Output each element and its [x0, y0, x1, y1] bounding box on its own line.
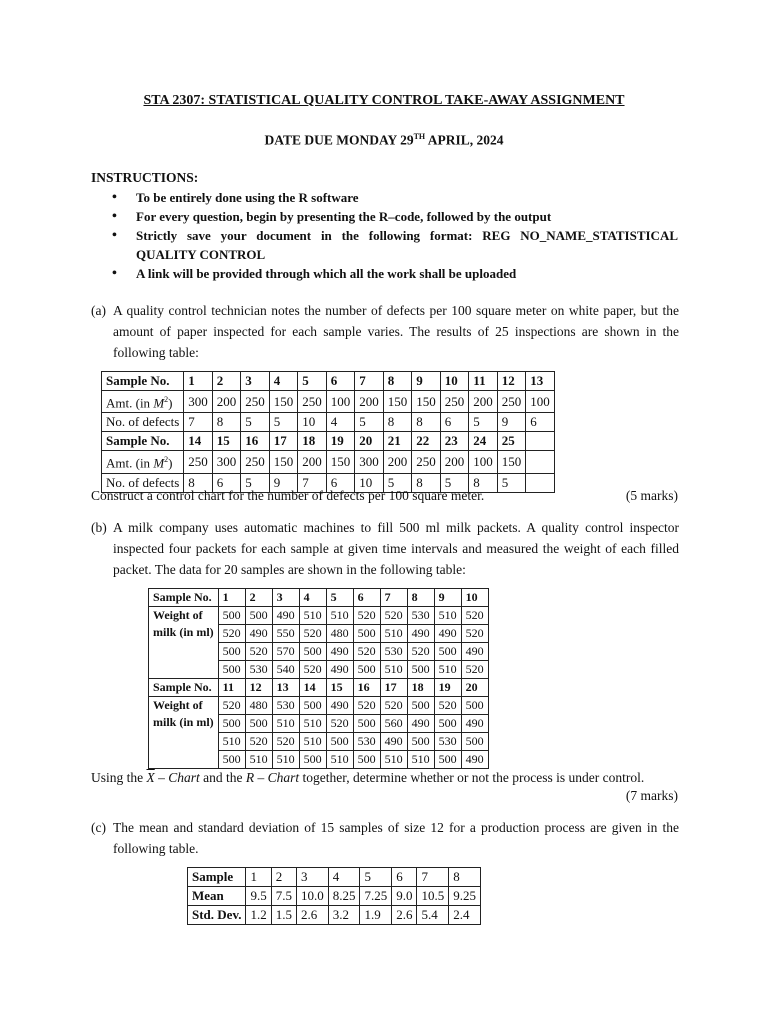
table-row	[149, 679, 489, 697]
milk-weight-table	[148, 588, 489, 769]
sample-number-cell: 16	[353, 679, 380, 697]
sample-number-cell: 14	[299, 679, 326, 697]
amount-cell: 250	[298, 391, 327, 413]
weight-cell: 520	[299, 661, 326, 679]
mean-cell: 10.0	[296, 887, 328, 906]
instruction-item: • A link will be provided through which all the work shall be uploaded	[110, 264, 678, 283]
question-c	[91, 817, 679, 859]
weight-cell: 500	[218, 643, 245, 661]
amount-cell: 250	[412, 451, 441, 473]
sample-number-cell: 10	[461, 589, 488, 607]
defects-cell: 8	[383, 413, 412, 432]
due-date-prefix: DATE DUE MONDAY 29	[264, 132, 414, 148]
weight-cell: 520	[407, 643, 434, 661]
instruction-item: • For every question, begin by presenting the R–code, followed by the output	[110, 207, 678, 226]
due-date	[0, 132, 768, 149]
question-c-text: The mean and standard deviation of 15 samples of size 12 for a production process are given in the following table.	[113, 820, 679, 856]
sample-number-cell: 5	[298, 372, 327, 391]
weight-cell: 550	[272, 625, 299, 643]
table-row	[102, 413, 555, 432]
defects-cell: 9	[497, 413, 526, 432]
sample-number-cell: 4	[269, 372, 298, 391]
weight-cell: 500	[218, 751, 245, 769]
weight-cell: 500	[218, 607, 245, 625]
question-b	[91, 517, 679, 580]
weight-cell: 510	[326, 751, 353, 769]
weight-cell: 520	[299, 625, 326, 643]
defects-cell: 5	[497, 473, 526, 492]
weight-cell: 510	[380, 661, 407, 679]
weight-cell: 520	[380, 607, 407, 625]
defects-cell: 6	[212, 473, 241, 492]
sample-number-cell: 22	[412, 432, 441, 451]
question-b-marks: (7 marks)	[625, 788, 678, 803]
amount-cell: 250	[184, 451, 213, 473]
weight-cell: 520	[380, 697, 407, 715]
mean-cell: 8.25	[328, 887, 360, 906]
defects-cell: 6	[326, 473, 355, 492]
instructions-heading: INSTRUCTIONS:	[91, 170, 199, 185]
amount-cell: 250	[241, 391, 270, 413]
weight-cell: 490	[380, 733, 407, 751]
weight-cell: 500	[461, 733, 488, 751]
sample-number-cell: 14	[184, 432, 213, 451]
sample-number-cell: 4	[299, 589, 326, 607]
xbar-symbol: $\overline{X}$	[146, 770, 155, 785]
defects-table	[101, 371, 555, 493]
row-label-sample: Sample No.	[149, 589, 219, 607]
weight-cell: 500	[326, 733, 353, 751]
sample-number-cell: 2	[271, 868, 296, 887]
sample-number-cell: 11	[218, 679, 245, 697]
weight-cell: 490	[272, 607, 299, 625]
question-c-label: (c)	[91, 820, 106, 835]
table-row	[102, 372, 555, 391]
row-label-std-dev: Std. Dev.	[188, 906, 246, 925]
weight-cell: 490	[326, 697, 353, 715]
sample-number-cell: 19	[434, 679, 461, 697]
row-label-sample: Sample	[188, 868, 246, 887]
row-label-mean: Mean	[188, 887, 246, 906]
weight-cell: 520	[461, 625, 488, 643]
weight-cell: 490	[461, 751, 488, 769]
amount-cell: 300	[184, 391, 213, 413]
defects-cell: 8	[412, 473, 441, 492]
table-row	[102, 391, 555, 413]
sample-number-cell: 25	[497, 432, 526, 451]
weight-cell: 500	[407, 733, 434, 751]
row-label-amount: Amt. (in $M^2$)	[102, 451, 184, 473]
defects-cell: 10	[298, 413, 327, 432]
weight-cell: 520	[353, 697, 380, 715]
weight-cell: 520	[218, 625, 245, 643]
row-label-amount: Amt. (in $M^2$)	[102, 391, 184, 413]
weight-cell: 510	[380, 625, 407, 643]
xbar-chart-label: – Chart	[154, 770, 200, 785]
amount-cell	[526, 451, 555, 473]
std-dev-cell: 2.4	[449, 906, 481, 925]
mean-cell: 9.25	[449, 887, 481, 906]
weight-cell: 520	[272, 733, 299, 751]
sample-number-cell: 15	[212, 432, 241, 451]
table-row	[102, 432, 555, 451]
table-row	[149, 697, 489, 715]
weight-cell: 510	[299, 607, 326, 625]
row-label-defects: No. of defects	[102, 413, 184, 432]
instructions-list	[110, 188, 678, 283]
defects-cell: 8	[212, 413, 241, 432]
row-label-defects: No. of defects	[102, 473, 184, 492]
question-a-task	[91, 488, 679, 504]
defects-cell: 9	[269, 473, 298, 492]
sample-number-cell: 12	[497, 372, 526, 391]
std-dev-cell: 3.2	[328, 906, 360, 925]
sample-number-cell: 1	[184, 372, 213, 391]
weight-cell: 530	[272, 697, 299, 715]
defects-cell: 5	[383, 473, 412, 492]
std-dev-cell: 1.9	[360, 906, 392, 925]
amount-cell: 200	[355, 391, 384, 413]
weight-cell: 540	[272, 661, 299, 679]
amount-cell: 250	[241, 451, 270, 473]
weight-cell: 520	[245, 643, 272, 661]
question-a-text: A quality control technician notes the number of defects per 100 square meter on white paper, but the amount of paper inspected for each sample varies. The results of 25 inspections are shown in the following table:	[113, 303, 679, 360]
sample-number-cell: 6	[353, 589, 380, 607]
weight-cell: 560	[380, 715, 407, 733]
table-row	[149, 589, 489, 607]
weight-cell: 520	[461, 607, 488, 625]
weight-cell: 510	[245, 751, 272, 769]
weight-cell: 500	[407, 697, 434, 715]
amount-cell: 200	[298, 451, 327, 473]
weight-cell: 500	[218, 661, 245, 679]
weight-cell: 530	[380, 643, 407, 661]
amount-cell: 200	[383, 451, 412, 473]
sample-number-cell: 12	[245, 679, 272, 697]
table-row	[188, 887, 481, 906]
sample-number-cell: 16	[241, 432, 270, 451]
document-title: STA 2307: STATISTICAL QUALITY CONTROL TAKE-AWAY ASSIGNMENT	[143, 93, 625, 108]
sample-number-cell: 5	[360, 868, 392, 887]
weight-cell: 510	[434, 607, 461, 625]
defects-cell: 5	[241, 413, 270, 432]
sample-number-cell: 2	[212, 372, 241, 391]
sample-number-cell: 7	[355, 372, 384, 391]
sample-number-cell: 7	[417, 868, 449, 887]
sample-number-cell: 18	[298, 432, 327, 451]
table-row	[188, 868, 481, 887]
weight-cell: 530	[407, 607, 434, 625]
weight-cell: 500	[434, 643, 461, 661]
sample-number-cell: 15	[326, 679, 353, 697]
weight-cell: 530	[353, 733, 380, 751]
defects-cell: 5	[241, 473, 270, 492]
mean-std-table	[187, 867, 481, 925]
sample-number-cell: 9	[434, 589, 461, 607]
amount-cell: 300	[355, 451, 384, 473]
weight-cell: 500	[353, 661, 380, 679]
sample-number-cell: 6	[392, 868, 417, 887]
amount-cell: 150	[326, 451, 355, 473]
sample-number-cell: 3	[241, 372, 270, 391]
weight-cell: 480	[245, 697, 272, 715]
sample-number-cell: 6	[326, 372, 355, 391]
amount-cell: 200	[469, 391, 498, 413]
std-dev-cell: 1.2	[246, 906, 271, 925]
weight-cell: 500	[353, 751, 380, 769]
defects-cell: 6	[440, 413, 469, 432]
amount-cell: 100	[469, 451, 498, 473]
instruction-item: • Strictly save your document in the following format: REG NO_NAME_STATISTICAL QUALITY CONTROL	[110, 226, 678, 264]
row-label-sample: Sample No.	[102, 432, 184, 451]
weight-cell: 490	[326, 661, 353, 679]
weight-cell: 510	[272, 715, 299, 733]
instruction-item: • To be entirely done using the R software	[110, 188, 678, 207]
amount-cell: 250	[440, 391, 469, 413]
defects-cell: 5	[355, 413, 384, 432]
question-a	[91, 300, 679, 363]
sample-number-cell: 17	[269, 432, 298, 451]
sample-number-cell: 2	[245, 589, 272, 607]
amount-cell: 200	[212, 391, 241, 413]
question-a-label: (a)	[91, 303, 106, 318]
sample-number-cell: 4	[328, 868, 360, 887]
amount-cell: 150	[269, 451, 298, 473]
defects-cell: 4	[326, 413, 355, 432]
defects-cell: 5	[269, 413, 298, 432]
amount-cell: 150	[497, 451, 526, 473]
sample-number-cell: 21	[383, 432, 412, 451]
defects-cell: 5	[440, 473, 469, 492]
defects-cell: 10	[355, 473, 384, 492]
question-a-task-text: Construct a control chart for the number of defects per 100 square meter.	[91, 488, 485, 503]
row-label-weight: Weight of milk (in ml)	[149, 697, 219, 769]
weight-cell: 510	[326, 607, 353, 625]
sample-number-cell: 13	[526, 372, 555, 391]
due-date-suffix: APRIL, 2024	[425, 132, 504, 148]
weight-cell: 520	[353, 643, 380, 661]
row-label-sample: Sample No.	[149, 679, 219, 697]
weight-cell: 520	[461, 661, 488, 679]
weight-cell: 530	[245, 661, 272, 679]
row-label-sample: Sample No.	[102, 372, 184, 391]
sample-number-cell: 5	[326, 589, 353, 607]
defects-cell: 8	[412, 413, 441, 432]
weight-cell: 520	[326, 715, 353, 733]
question-b-label: (b)	[91, 520, 107, 535]
weight-cell: 480	[326, 625, 353, 643]
weight-cell: 490	[407, 715, 434, 733]
weight-cell: 510	[299, 733, 326, 751]
table-row	[188, 906, 481, 925]
sample-number-cell: 18	[407, 679, 434, 697]
weight-cell: 530	[434, 733, 461, 751]
mean-cell: 10.5	[417, 887, 449, 906]
weight-cell: 490	[461, 643, 488, 661]
amount-cell: 150	[269, 391, 298, 413]
question-a-marks: (5 marks)	[625, 488, 678, 503]
row-label-weight: Weight of milk (in ml)	[149, 607, 219, 679]
sample-number-cell: 7	[380, 589, 407, 607]
question-b-text: A milk company uses automatic machines to fill 500 ml milk packets. A quality control inspector inspected four packets for each sample at given time intervals and measured the weight of each filled packet. The data for 20 samples are shown in the following table:	[113, 520, 679, 577]
sample-number-cell: 1	[218, 589, 245, 607]
weight-cell: 500	[353, 625, 380, 643]
defects-cell: 8	[469, 473, 498, 492]
sample-number-cell: 20	[355, 432, 384, 451]
std-dev-cell: 1.5	[271, 906, 296, 925]
table-row	[149, 607, 489, 625]
sample-number-cell: 9	[412, 372, 441, 391]
weight-cell: 510	[299, 715, 326, 733]
mean-cell: 7.5	[271, 887, 296, 906]
defects-cell: 5	[469, 413, 498, 432]
mean-cell: 9.0	[392, 887, 417, 906]
weight-cell: 500	[434, 715, 461, 733]
weight-cell: 510	[407, 751, 434, 769]
std-dev-cell: 2.6	[296, 906, 328, 925]
weight-cell: 490	[461, 715, 488, 733]
mean-cell: 9.5	[246, 887, 271, 906]
sample-number-cell: 13	[272, 679, 299, 697]
defects-cell: 6	[526, 413, 555, 432]
sample-number-cell: 3	[272, 589, 299, 607]
due-date-superscript: TH	[413, 132, 426, 141]
sample-number-cell: 10	[440, 372, 469, 391]
weight-cell: 490	[407, 625, 434, 643]
weight-cell: 500	[245, 715, 272, 733]
sample-number-cell: 11	[469, 372, 498, 391]
weight-cell: 490	[245, 625, 272, 643]
defects-cell: 7	[298, 473, 327, 492]
weight-cell: 500	[353, 715, 380, 733]
amount-cell: 100	[526, 391, 555, 413]
r-chart-label: R – Chart	[245, 770, 300, 785]
amount-cell: 100	[326, 391, 355, 413]
sample-number-cell: 8	[383, 372, 412, 391]
weight-cell: 500	[245, 607, 272, 625]
question-b-task-part3: together, determine whether or not the process is under control.	[299, 770, 645, 785]
amount-cell: 150	[412, 391, 441, 413]
weight-cell: 500	[461, 697, 488, 715]
sample-number-cell: 20	[461, 679, 488, 697]
question-b-task-part2: and the	[199, 770, 246, 785]
sample-number-cell: 8	[407, 589, 434, 607]
sample-number-cell: 23	[440, 432, 469, 451]
weight-cell: 570	[272, 643, 299, 661]
std-dev-cell: 2.6	[392, 906, 417, 925]
weight-cell: 520	[245, 733, 272, 751]
sample-number-cell: 3	[296, 868, 328, 887]
weight-cell: 510	[272, 751, 299, 769]
amount-cell: 200	[440, 451, 469, 473]
table-row	[102, 451, 555, 473]
weight-cell: 520	[218, 697, 245, 715]
weight-cell: 500	[434, 751, 461, 769]
weight-cell: 510	[218, 733, 245, 751]
amount-cell: 250	[497, 391, 526, 413]
defects-cell: 7	[184, 413, 213, 432]
defects-cell: 8	[184, 473, 213, 492]
question-b-task	[91, 767, 679, 788]
weight-cell: 500	[299, 751, 326, 769]
sample-number-cell	[526, 432, 555, 451]
weight-cell: 520	[434, 697, 461, 715]
weight-cell: 510	[434, 661, 461, 679]
question-b-task-part1: Using the	[91, 770, 147, 785]
sample-number-cell: 24	[469, 432, 498, 451]
sample-number-cell: 17	[380, 679, 407, 697]
weight-cell: 500	[407, 661, 434, 679]
sample-number-cell: 19	[326, 432, 355, 451]
weight-cell: 520	[353, 607, 380, 625]
weight-cell: 500	[299, 697, 326, 715]
amount-cell: 150	[383, 391, 412, 413]
weight-cell: 490	[326, 643, 353, 661]
amount-cell: 300	[212, 451, 241, 473]
sample-number-cell: 1	[246, 868, 271, 887]
weight-cell: 490	[434, 625, 461, 643]
weight-cell: 500	[299, 643, 326, 661]
sample-number-cell: 8	[449, 868, 481, 887]
std-dev-cell: 5.4	[417, 906, 449, 925]
mean-cell: 7.25	[360, 887, 392, 906]
weight-cell: 500	[218, 715, 245, 733]
weight-cell: 510	[380, 751, 407, 769]
